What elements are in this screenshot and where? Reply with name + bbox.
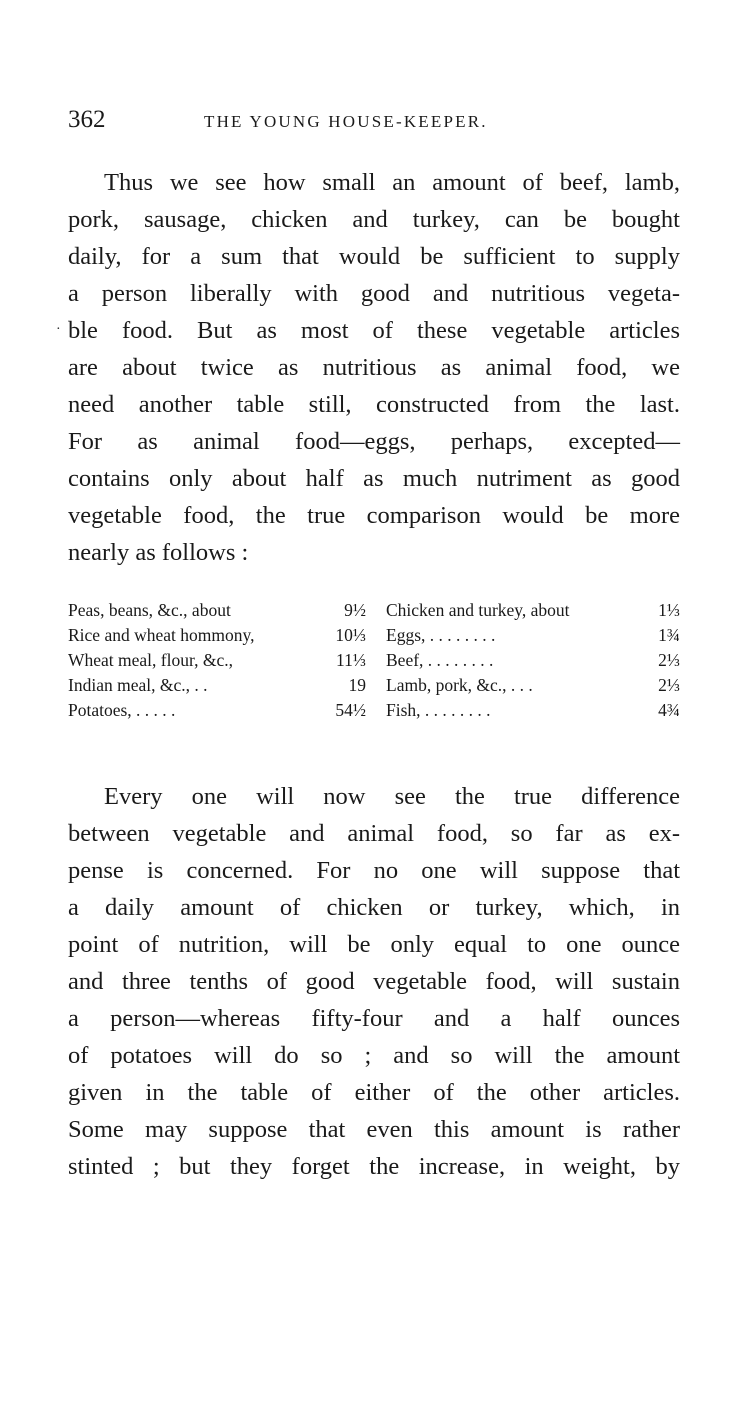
table-cell-animal [386,673,680,698]
running-title: THE YOUNG HOUSE-KEEPER. [204,112,488,131]
page-number: 362 [68,106,106,133]
paragraph-1 [68,164,680,571]
food-ounces: 4¾ [658,700,680,720]
page-header [68,106,680,140]
text-line: point of nutrition, will be only equal to one ounce [68,931,680,958]
table-cell-animal [386,698,680,723]
food-item: Eggs, . . . . . . . . [386,625,496,645]
food-ounces: 9½ [344,600,366,620]
table-row [68,623,680,648]
table-row [68,648,680,673]
text-line: given in the table of either of the other articles. [68,1079,680,1106]
table-row [68,598,680,623]
text-line: are about twice as nutritious as animal food, we [68,354,680,381]
table-cell-animal [386,623,680,648]
food-ounces: 54½ [335,700,366,720]
text-line: For as animal food—eggs, perhaps, excepted— [68,428,680,455]
text-line: vegetable food, the true comparison would be more [68,502,680,529]
text-line: need another table still, constructed from the last. [68,391,680,418]
food-item: Indian meal, &c., . . [68,675,208,695]
table-cell-animal [386,598,680,623]
text-line: pork, sausage, chicken and turkey, can be bought [68,206,680,233]
text-line: a daily amount of chicken or turkey, which, in [68,894,680,921]
food-ounces: 1¾ [658,625,680,645]
paragraph-2 [68,778,680,1185]
food-item: Lamb, pork, &c., . . . [386,675,533,695]
table-row [68,698,680,723]
table-cell-vegetable [68,648,366,673]
table-cell-vegetable [68,598,366,623]
text-line: stinted ; but they forget the increase, in weight, by [68,1153,680,1180]
food-item: Chicken and turkey, about [386,600,570,620]
food-item: Rice and wheat hommony, [68,625,255,645]
text-line: Some may suppose that even this amount is rather [68,1116,680,1143]
food-ounces: 19 [348,675,366,695]
text-line: contains only about half as much nutriment as good [68,465,680,492]
text-line: ble food. But as most of these vegetable articles [68,317,680,344]
table-cell-vegetable [68,698,366,723]
food-ounces: 1⅓ [658,600,680,620]
food-ounces: 2⅓ [658,650,680,670]
food-ounces: 2⅓ [658,675,680,695]
text-line: of potatoes will do so ; and so will the amount [68,1042,680,1069]
table-cell-vegetable [68,673,366,698]
food-item: Beef, . . . . . . . . [386,650,494,670]
table-cell-animal [386,648,680,673]
table-row [68,673,680,698]
text-line: nearly as follows : [68,539,249,566]
text-line: Every one will now see the true difference [104,783,680,810]
text-line: daily, for a sum that would be sufficient to supply [68,243,680,270]
food-item: Fish, . . . . . . . . [386,700,491,720]
text-line: a person—whereas fifty-four and a half ounces [68,1005,680,1032]
food-item: Potatoes, . . . . . [68,700,176,720]
food-ounces: 10⅓ [335,625,366,645]
food-comparison-table [68,598,680,723]
text-line: a person liberally with good and nutritious vegeta- [68,280,680,307]
text-line: pense is concerned. For no one will suppose that [68,857,680,884]
food-item: Wheat meal, flour, &c., [68,650,233,670]
stray-mark: · [56,322,61,337]
text-line: and three tenths of good vegetable food, will sustain [68,968,680,995]
food-ounces: 11⅓ [336,650,366,670]
text-line: Thus we see how small an amount of beef, lamb, [104,169,680,196]
table-cell-vegetable [68,623,366,648]
food-item: Peas, beans, &c., about [68,600,231,620]
text-line: between vegetable and animal food, so far as ex- [68,820,680,847]
